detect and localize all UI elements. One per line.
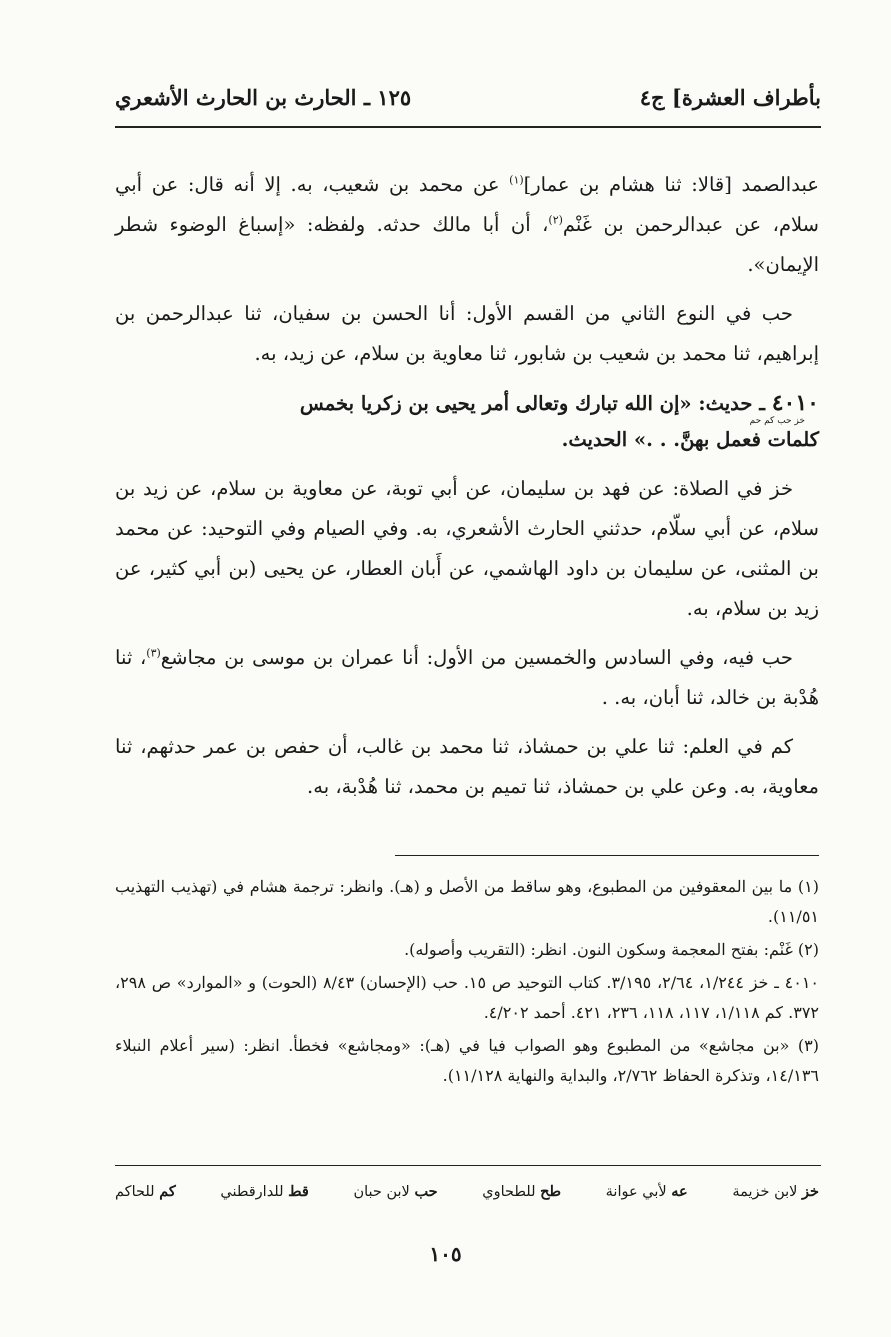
footnote-ref-1: (١) [509, 173, 524, 187]
paragraph-1-text-b: عن محمد بن شعيب، به. إلا أنه قال: عن أبي سلام، عن عبدالرحمن بن غَنْم [115, 173, 819, 236]
footnote-3: (٣) «بن مجاشع» من المطبوع وهو الصواب فيا في (هـ): «ومجاشع» فخطأ. انظر: (سير أعلام النبلاء ١٤/١٣٦، وتذكرة الحفاظ ٢/٧٦٢، والبداية والنهاية ١١/١٢٨). [115, 1036, 819, 1085]
abbrev-item: كم للحاكم [115, 1183, 176, 1200]
footnote-separator [395, 855, 819, 856]
paragraph-1 [115, 165, 819, 285]
footnote-ref-3: (٣) [146, 646, 161, 660]
abbreviation-key [115, 1183, 819, 1200]
hadith-source-codes: خز حب كم حم [749, 416, 805, 426]
footnote-2: (٢) غَنْم: بفتح المعجمة وسكون النون. انظر: (التقريب وأصوله). [404, 940, 819, 959]
paragraph-1-text: عبدالصمد [قالا: ثنا هشام بن عمار] [523, 173, 819, 196]
header-rule [115, 126, 821, 128]
abbrev-item: حب لابن حبان [353, 1183, 438, 1200]
paragraph-3: خز في الصلاة: عن فهد بن سليمان، عن أبي توبة، عن معاوية بن سلام، عن زيد بن سلام، عن أبي سلّام، حدثني الحارث الأشعري، به. وفي الصيام وفي التوحيد: عن محمد بن المثنى، عن سليمان بن داود الهاشمي، عن أَبان العطار، عن يحيى (بن أبي كثير، عن زيد بن سلام، به. [115, 477, 819, 620]
hadith-number: ٤٠١٠ [771, 390, 819, 416]
paragraph-4 [115, 638, 819, 718]
abbrev-item: خز لابن خزيمة [732, 1183, 819, 1200]
paragraph-5: كم في العلم: ثنا علي بن حمشاذ، ثنا محمد بن غالب، أن حفص بن عمر حدثهم، ثنا معاوية، به. وعن علي بن حمشاذ، ثنا تميم بن محمد، ثنا هُدْبة، به. [115, 735, 819, 798]
running-header [115, 80, 821, 114]
page-number: ١٠٥ [429, 1242, 462, 1266]
abbrev-item: عه لأبي عوانة [605, 1183, 688, 1200]
main-text [115, 165, 819, 816]
abbrev-item: طح للطحاوي [482, 1183, 562, 1200]
footnote-4010: ٤٠١٠ ـ خز ١/٢٤٤، ٢/٦٤، ٣/١٩٥. كتاب التوحيد ص ١٥. حب (الإحسان) ٨/٤٣ (الحوت) و «الموارد» ص ٢٩٨، ٣٧٢. كم ١/١١٨، ١١٧، ١١٨، ٢٣٦، ٤٢١. أحمد ٤/٢٠٢. [115, 973, 820, 1022]
footnotes [115, 872, 819, 1094]
abbrev-item: قط للدارقطني [220, 1183, 309, 1200]
hadith-text-2: كلمات فعمل بهنَّ. . .» الحديث. [561, 428, 819, 451]
paragraph-2: حب في النوع الثاني من القسم الأول: أنا الحسن بن سفيان، ثنا عبدالرحمن بن إبراهيم، ثنا محمد بن شعيب بن شابور، ثنا معاوية بن سلام، عن زيد، به. [115, 302, 819, 365]
paragraph-4-text: حب فيه، وفي السادس والخمسين من الأول: أنا عمران بن موسى بن مجاشع [160, 646, 793, 669]
paragraph-4-text-b: ، ثنا هُدْبة بن خالد، ثنا أبان، به. . [115, 646, 819, 709]
footnote-ref-2: (٢) [548, 213, 563, 227]
header-left-title: ١٢٥ ـ الحارث بن الحارث الأشعري [115, 84, 412, 110]
footnote-1: (١) ما بين المعقوفين من المطبوع، وهو ساقط من الأصل و (هـ). وانظر: ترجمة هشام في (تهذيب التهذيب ١١/٥١). [115, 877, 819, 926]
header-right-title: بأطراف العشرة] ج٤ [639, 84, 821, 110]
hadith-4010 [115, 383, 819, 460]
abbrev-rule [115, 1165, 821, 1166]
paragraph-1-text-c: ، أن أبا مالك حدثه. ولفظه: «إسباغ الوضوء شطر الإيمان». [115, 213, 819, 276]
hadith-text: ـ حديث: «إن الله تبارك وتعالى أمر يحيى بن زكريا بخمس [299, 392, 772, 415]
